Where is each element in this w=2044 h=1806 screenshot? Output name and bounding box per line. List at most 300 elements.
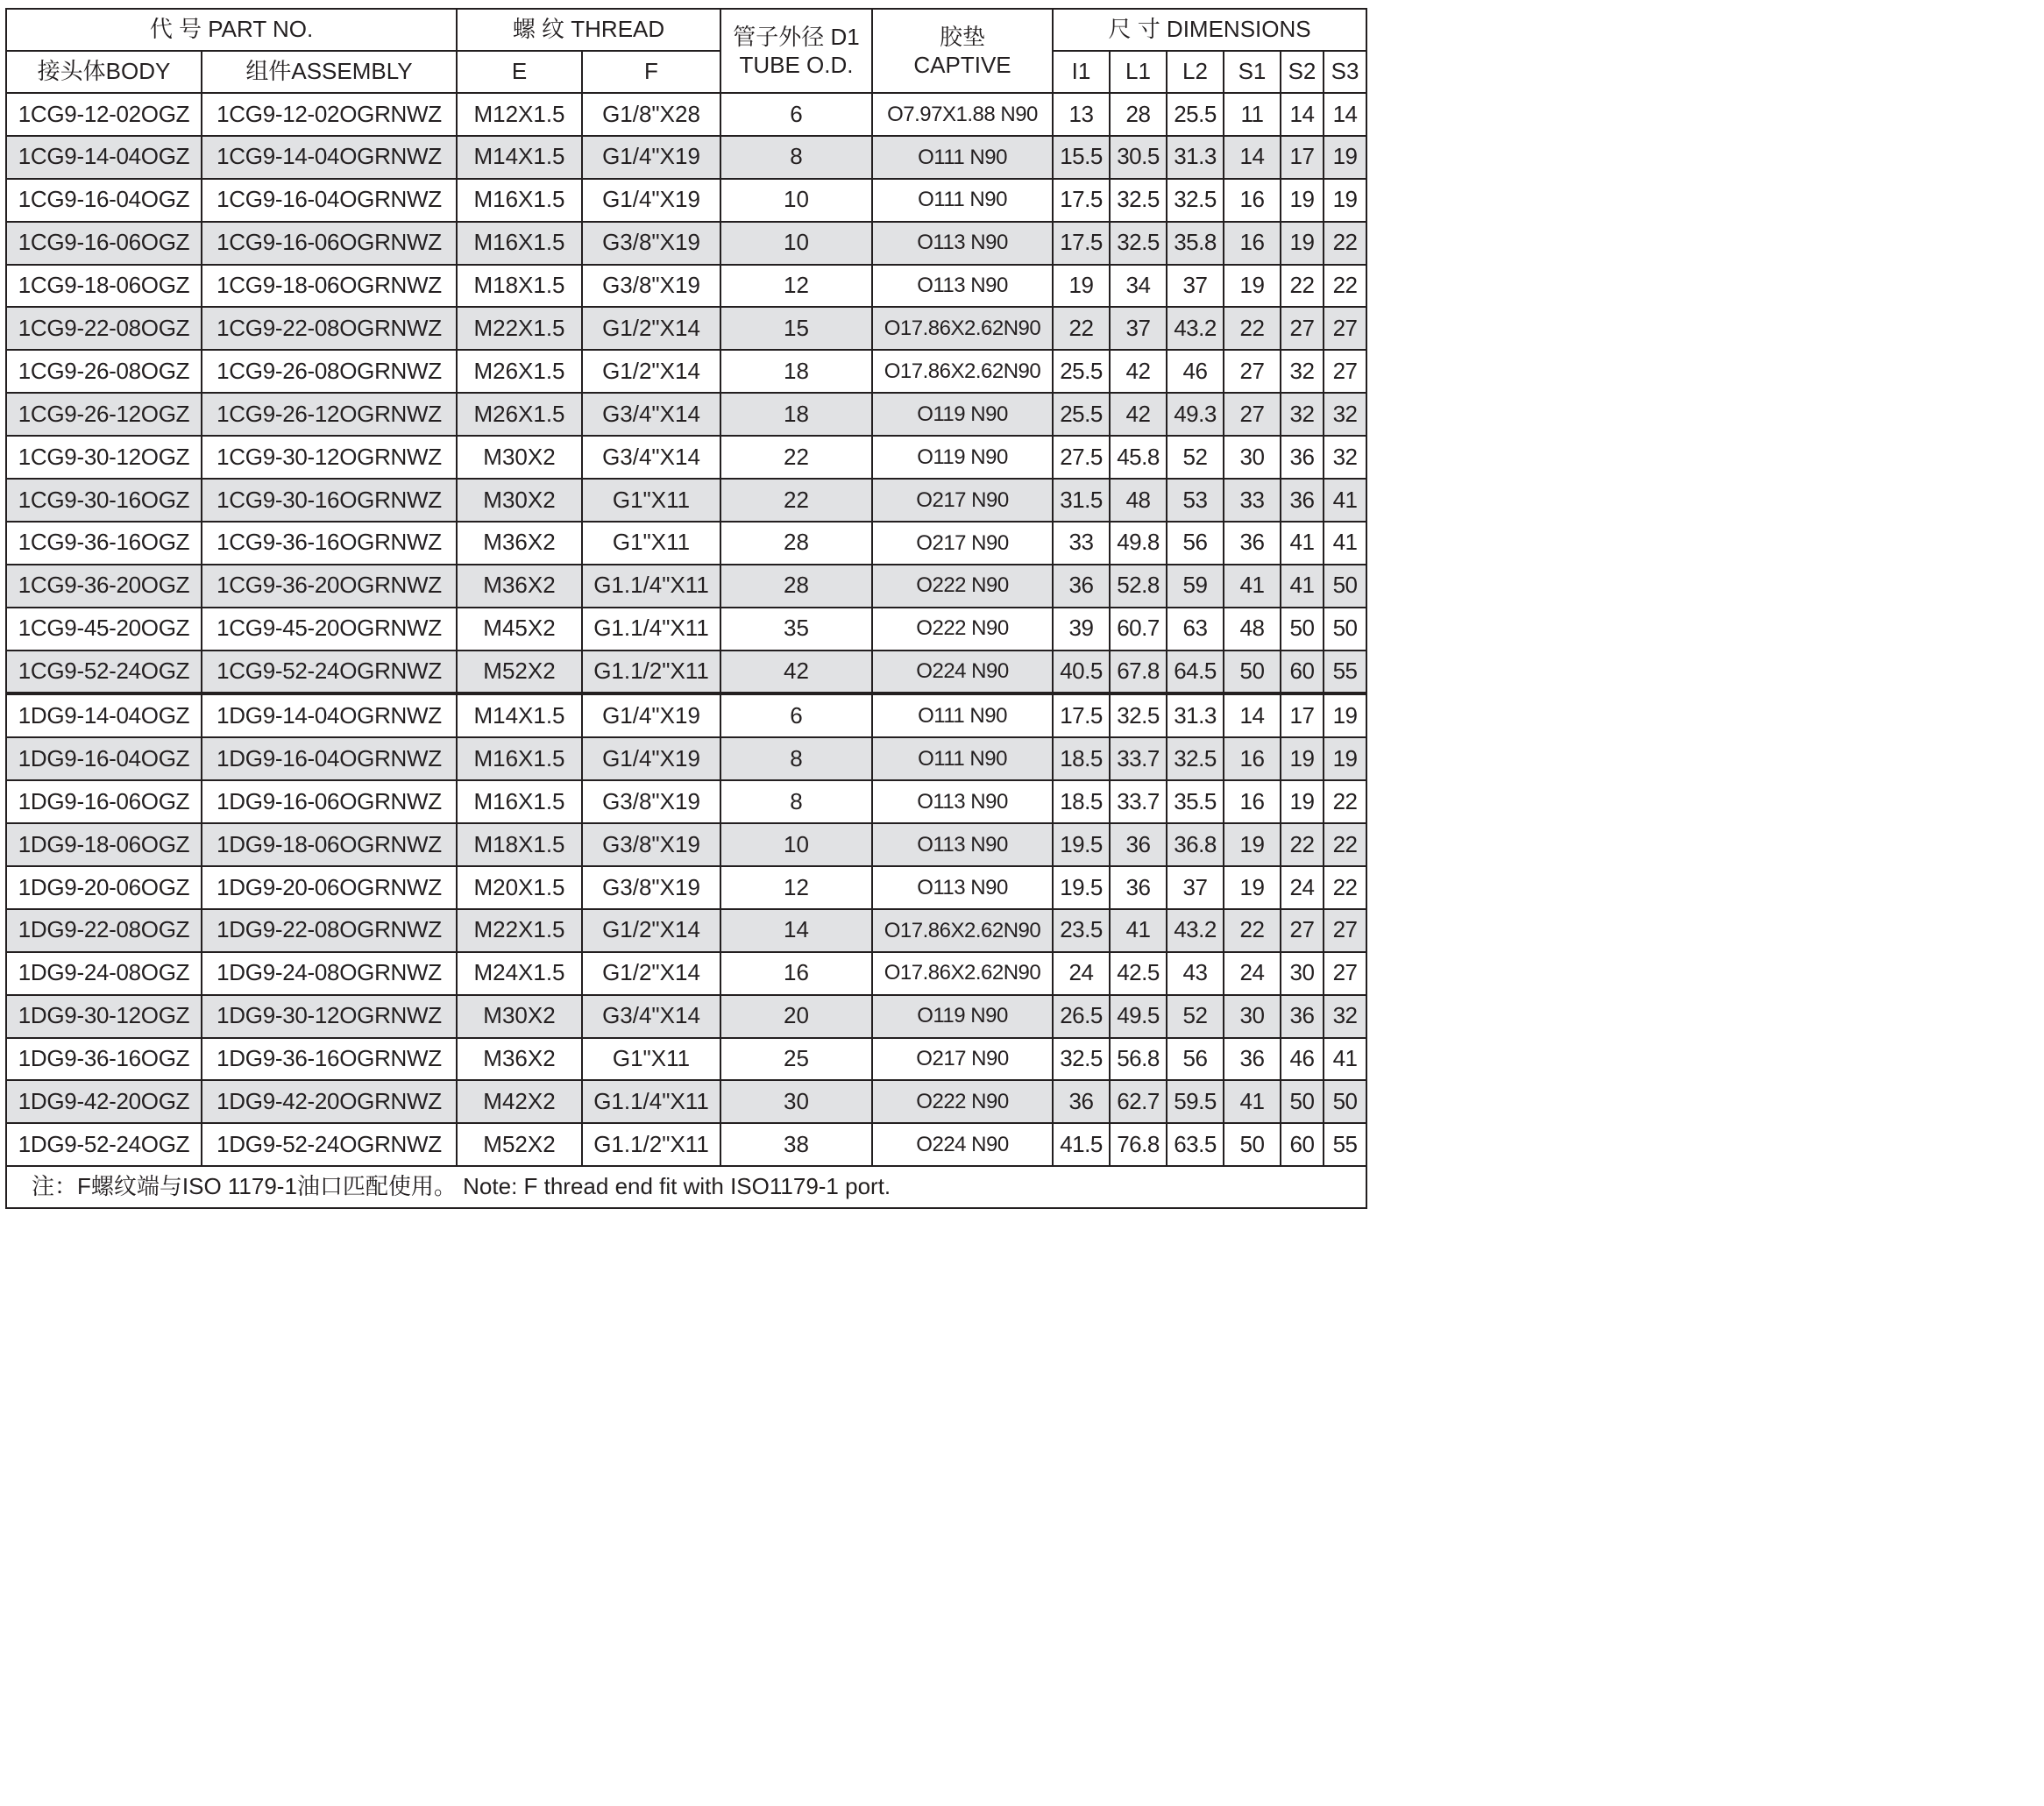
cell-i1: 40.5: [1053, 651, 1110, 694]
cell-i1: 36: [1053, 565, 1110, 608]
table-row: [6, 780, 1366, 823]
cell-l1: 62.7: [1110, 1080, 1167, 1123]
cell-captive: O217 N90: [872, 522, 1053, 565]
cell-thread-e: M30X2: [457, 479, 582, 522]
cell-s3: 27: [1324, 952, 1366, 995]
cell-i1: 17.5: [1053, 222, 1110, 265]
cell-s3: 50: [1324, 608, 1366, 651]
cell-s1: 16: [1224, 179, 1281, 222]
cell-l1: 45.8: [1110, 436, 1167, 479]
cell-s1: 27: [1224, 350, 1281, 393]
cell-s2: 30: [1281, 952, 1324, 995]
cell-assembly: 1DG9-16-04OGRNWZ: [202, 737, 457, 780]
cell-captive: O217 N90: [872, 479, 1053, 522]
table-row: [6, 93, 1366, 136]
cell-body: 1CG9-12-02OGZ: [6, 93, 202, 136]
header-l2: L2: [1167, 51, 1224, 93]
cell-l1: 41: [1110, 909, 1167, 952]
footnote: 注：F螺纹端与ISO 1179-1油口匹配使用。 Note: F thread end fit with ISO1179-1 port.: [6, 1166, 1366, 1208]
cell-tube-od: 6: [720, 93, 872, 136]
header-thread: 螺 纹 THREAD: [457, 9, 720, 51]
cell-body: 1DG9-16-04OGZ: [6, 737, 202, 780]
cell-body: 1CG9-26-12OGZ: [6, 393, 202, 436]
cell-s1: 22: [1224, 909, 1281, 952]
cell-tube-od: 12: [720, 265, 872, 308]
cell-body: 1CG9-30-16OGZ: [6, 479, 202, 522]
cell-thread-f: G1"X11: [582, 1038, 720, 1081]
cell-body: 1DG9-22-08OGZ: [6, 909, 202, 952]
cell-tube-od: 12: [720, 866, 872, 909]
cell-captive: O111 N90: [872, 179, 1053, 222]
cell-s3: 22: [1324, 222, 1366, 265]
cell-thread-e: M16X1.5: [457, 179, 582, 222]
cell-assembly: 1DG9-18-06OGRNWZ: [202, 823, 457, 866]
cell-captive: O17.86X2.62N90: [872, 350, 1053, 393]
cell-l1: 76.8: [1110, 1123, 1167, 1166]
cell-captive: O17.86X2.62N90: [872, 307, 1053, 350]
cell-body: 1DG9-16-06OGZ: [6, 780, 202, 823]
table-row: [6, 952, 1366, 995]
cell-l2: 53: [1167, 479, 1224, 522]
cell-thread-f: G1"X11: [582, 479, 720, 522]
cell-s3: 55: [1324, 1123, 1366, 1166]
cell-body: 1CG9-22-08OGZ: [6, 307, 202, 350]
cell-body: 1CG9-36-20OGZ: [6, 565, 202, 608]
cell-s1: 50: [1224, 1123, 1281, 1166]
table-row: [6, 136, 1366, 179]
cell-tube-od: 15: [720, 307, 872, 350]
cell-thread-f: G3/8"X19: [582, 265, 720, 308]
cell-s1: 19: [1224, 866, 1281, 909]
cell-l2: 35.5: [1167, 780, 1224, 823]
cell-tube-od: 10: [720, 823, 872, 866]
cell-tube-od: 28: [720, 565, 872, 608]
cell-l1: 42: [1110, 393, 1167, 436]
cell-l2: 63.5: [1167, 1123, 1224, 1166]
cell-i1: 24: [1053, 952, 1110, 995]
table-row: [6, 307, 1366, 350]
cell-l2: 56: [1167, 522, 1224, 565]
cell-s3: 55: [1324, 651, 1366, 694]
cell-l1: 33.7: [1110, 780, 1167, 823]
cell-l1: 42.5: [1110, 952, 1167, 995]
cell-s3: 14: [1324, 93, 1366, 136]
cell-assembly: 1CG9-22-08OGRNWZ: [202, 307, 457, 350]
cell-thread-e: M16X1.5: [457, 222, 582, 265]
cell-body: 1DG9-24-08OGZ: [6, 952, 202, 995]
cell-tube-od: 10: [720, 222, 872, 265]
table-row: [6, 222, 1366, 265]
cell-s1: 11: [1224, 93, 1281, 136]
cell-thread-f: G1.1/4"X11: [582, 608, 720, 651]
cell-tube-od: 38: [720, 1123, 872, 1166]
cell-s2: 19: [1281, 179, 1324, 222]
cell-thread-f: G1/4"X19: [582, 737, 720, 780]
cell-thread-e: M30X2: [457, 995, 582, 1038]
cell-l2: 59.5: [1167, 1080, 1224, 1123]
cell-s3: 19: [1324, 737, 1366, 780]
cell-captive: O7.97X1.88 N90: [872, 93, 1053, 136]
cell-i1: 19: [1053, 265, 1110, 308]
cell-thread-e: M36X2: [457, 565, 582, 608]
cell-s3: 32: [1324, 436, 1366, 479]
header-captive: [872, 9, 1053, 93]
cell-thread-f: G3/4"X14: [582, 995, 720, 1038]
cell-thread-f: G1/2"X14: [582, 350, 720, 393]
cell-tube-od: 28: [720, 522, 872, 565]
cell-s1: 50: [1224, 651, 1281, 694]
cell-s1: 16: [1224, 222, 1281, 265]
cell-l2: 43.2: [1167, 307, 1224, 350]
cell-tube-od: 6: [720, 693, 872, 737]
cell-l2: 46: [1167, 350, 1224, 393]
cell-i1: 17.5: [1053, 179, 1110, 222]
cell-body: 1DG9-52-24OGZ: [6, 1123, 202, 1166]
table-row: [6, 565, 1366, 608]
cell-thread-e: M26X1.5: [457, 350, 582, 393]
cell-thread-e: M22X1.5: [457, 307, 582, 350]
table-body: [6, 93, 1366, 1166]
table-row: [6, 866, 1366, 909]
cell-thread-f: G1.1/4"X11: [582, 1080, 720, 1123]
cell-s3: 19: [1324, 136, 1366, 179]
cell-assembly: 1DG9-36-16OGRNWZ: [202, 1038, 457, 1081]
cell-s2: 41: [1281, 565, 1324, 608]
cell-i1: 27.5: [1053, 436, 1110, 479]
cell-thread-e: M16X1.5: [457, 780, 582, 823]
cell-s1: 16: [1224, 737, 1281, 780]
cell-assembly: 1DG9-42-20OGRNWZ: [202, 1080, 457, 1123]
header-captive-label: 胶垫 CAPTIVE: [913, 23, 1011, 78]
table-row: [6, 1038, 1366, 1081]
cell-s3: 41: [1324, 522, 1366, 565]
cell-tube-od: 8: [720, 136, 872, 179]
cell-assembly: 1CG9-16-04OGRNWZ: [202, 179, 457, 222]
cell-s3: 22: [1324, 265, 1366, 308]
cell-assembly: 1DG9-16-06OGRNWZ: [202, 780, 457, 823]
table-row: [6, 608, 1366, 651]
cell-captive: O111 N90: [872, 136, 1053, 179]
cell-i1: 32.5: [1053, 1038, 1110, 1081]
cell-thread-f: G1.1/4"X11: [582, 565, 720, 608]
cell-i1: 25.5: [1053, 393, 1110, 436]
table-row: [6, 179, 1366, 222]
cell-l1: 67.8: [1110, 651, 1167, 694]
cell-tube-od: 22: [720, 479, 872, 522]
table-row: [6, 995, 1366, 1038]
cell-body: 1DG9-14-04OGZ: [6, 693, 202, 737]
cell-assembly: 1CG9-12-02OGRNWZ: [202, 93, 457, 136]
cell-body: 1CG9-52-24OGZ: [6, 651, 202, 694]
cell-s2: 32: [1281, 393, 1324, 436]
cell-s3: 22: [1324, 780, 1366, 823]
cell-thread-e: M18X1.5: [457, 823, 582, 866]
cell-s3: 27: [1324, 350, 1366, 393]
cell-s1: 30: [1224, 436, 1281, 479]
cell-thread-e: M36X2: [457, 1038, 582, 1081]
cell-i1: 22: [1053, 307, 1110, 350]
cell-l1: 32.5: [1110, 222, 1167, 265]
cell-tube-od: 42: [720, 651, 872, 694]
cell-tube-od: 8: [720, 780, 872, 823]
cell-s1: 41: [1224, 1080, 1281, 1123]
cell-i1: 25.5: [1053, 350, 1110, 393]
cell-body: 1CG9-16-06OGZ: [6, 222, 202, 265]
cell-s2: 19: [1281, 222, 1324, 265]
cell-s3: 50: [1324, 1080, 1366, 1123]
cell-assembly: 1CG9-18-06OGRNWZ: [202, 265, 457, 308]
cell-l2: 43: [1167, 952, 1224, 995]
table-row: [6, 737, 1366, 780]
cell-l1: 36: [1110, 823, 1167, 866]
table-row: [6, 651, 1366, 694]
cell-l1: 36: [1110, 866, 1167, 909]
cell-s2: 27: [1281, 307, 1324, 350]
cell-body: 1CG9-26-08OGZ: [6, 350, 202, 393]
cell-tube-od: 20: [720, 995, 872, 1038]
cell-captive: O17.86X2.62N90: [872, 952, 1053, 995]
cell-l2: 59: [1167, 565, 1224, 608]
table-row: [6, 1123, 1366, 1166]
cell-assembly: 1CG9-30-12OGRNWZ: [202, 436, 457, 479]
cell-thread-f: G1/8"X28: [582, 93, 720, 136]
header-f: F: [582, 51, 720, 93]
cell-thread-f: G1/2"X14: [582, 952, 720, 995]
cell-thread-f: G1/4"X19: [582, 693, 720, 737]
cell-captive: O113 N90: [872, 823, 1053, 866]
cell-s3: 41: [1324, 479, 1366, 522]
cell-assembly: 1CG9-45-20OGRNWZ: [202, 608, 457, 651]
cell-tube-od: 22: [720, 436, 872, 479]
cell-s2: 50: [1281, 1080, 1324, 1123]
cell-l2: 52: [1167, 995, 1224, 1038]
cell-s3: 19: [1324, 179, 1366, 222]
cell-i1: 36: [1053, 1080, 1110, 1123]
cell-tube-od: 30: [720, 1080, 872, 1123]
cell-tube-od: 18: [720, 350, 872, 393]
cell-s1: 30: [1224, 995, 1281, 1038]
cell-captive: O224 N90: [872, 1123, 1053, 1166]
cell-assembly: 1CG9-36-20OGRNWZ: [202, 565, 457, 608]
cell-s3: 32: [1324, 995, 1366, 1038]
cell-l2: 31.3: [1167, 693, 1224, 737]
cell-tube-od: 18: [720, 393, 872, 436]
cell-thread-e: M18X1.5: [457, 265, 582, 308]
cell-assembly: 1CG9-26-12OGRNWZ: [202, 393, 457, 436]
cell-s1: 41: [1224, 565, 1281, 608]
cell-s2: 19: [1281, 780, 1324, 823]
cell-s2: 14: [1281, 93, 1324, 136]
header-assembly: 组件ASSEMBLY: [202, 51, 457, 93]
cell-captive: O222 N90: [872, 608, 1053, 651]
cell-thread-e: M12X1.5: [457, 93, 582, 136]
cell-i1: 18.5: [1053, 780, 1110, 823]
cell-thread-f: G3/8"X19: [582, 823, 720, 866]
header-tube-od: [720, 9, 872, 93]
table-footer: [6, 1166, 1366, 1208]
header-dimensions: 尺 寸 DIMENSIONS: [1053, 9, 1366, 51]
header-s3: S3: [1324, 51, 1366, 93]
header-tube-od-label: 管子外径 D1 TUBE O.D.: [733, 23, 860, 78]
cell-captive: O119 N90: [872, 393, 1053, 436]
cell-s1: 48: [1224, 608, 1281, 651]
cell-thread-e: M26X1.5: [457, 393, 582, 436]
cell-i1: 41.5: [1053, 1123, 1110, 1166]
cell-thread-f: G3/4"X14: [582, 436, 720, 479]
cell-s3: 19: [1324, 693, 1366, 737]
table-row: [6, 693, 1366, 737]
cell-body: 1DG9-42-20OGZ: [6, 1080, 202, 1123]
cell-s1: 16: [1224, 780, 1281, 823]
cell-l1: 32.5: [1110, 179, 1167, 222]
cell-assembly: 1CG9-26-08OGRNWZ: [202, 350, 457, 393]
cell-l1: 49.8: [1110, 522, 1167, 565]
cell-assembly: 1DG9-14-04OGRNWZ: [202, 693, 457, 737]
cell-tube-od: 14: [720, 909, 872, 952]
cell-l2: 56: [1167, 1038, 1224, 1081]
cell-s1: 19: [1224, 265, 1281, 308]
cell-l1: 34: [1110, 265, 1167, 308]
cell-i1: 19.5: [1053, 866, 1110, 909]
cell-body: 1DG9-30-12OGZ: [6, 995, 202, 1038]
cell-assembly: 1DG9-24-08OGRNWZ: [202, 952, 457, 995]
table-row: [6, 265, 1366, 308]
cell-s3: 50: [1324, 565, 1366, 608]
cell-l2: 31.3: [1167, 136, 1224, 179]
cell-body: 1DG9-18-06OGZ: [6, 823, 202, 866]
cell-thread-f: G1/2"X14: [582, 307, 720, 350]
cell-l1: 60.7: [1110, 608, 1167, 651]
cell-captive: O222 N90: [872, 1080, 1053, 1123]
cell-thread-e: M52X2: [457, 651, 582, 694]
cell-l2: 43.2: [1167, 909, 1224, 952]
cell-assembly: 1DG9-52-24OGRNWZ: [202, 1123, 457, 1166]
cell-tube-od: 35: [720, 608, 872, 651]
table-row: [6, 350, 1366, 393]
cell-s3: 27: [1324, 909, 1366, 952]
cell-l1: 30.5: [1110, 136, 1167, 179]
cell-captive: O217 N90: [872, 1038, 1053, 1081]
header-s1: S1: [1224, 51, 1281, 93]
cell-assembly: 1DG9-22-08OGRNWZ: [202, 909, 457, 952]
cell-l2: 32.5: [1167, 737, 1224, 780]
cell-assembly: 1CG9-52-24OGRNWZ: [202, 651, 457, 694]
cell-l2: 35.8: [1167, 222, 1224, 265]
header-part-no: 代 号 PART NO.: [6, 9, 457, 51]
table-row: [6, 479, 1366, 522]
cell-body: 1CG9-45-20OGZ: [6, 608, 202, 651]
cell-l1: 49.5: [1110, 995, 1167, 1038]
cell-s2: 36: [1281, 479, 1324, 522]
cell-thread-f: G1/2"X14: [582, 909, 720, 952]
cell-thread-e: M20X1.5: [457, 866, 582, 909]
header-s2: S2: [1281, 51, 1324, 93]
cell-l1: 33.7: [1110, 737, 1167, 780]
cell-i1: 26.5: [1053, 995, 1110, 1038]
cell-l2: 37: [1167, 866, 1224, 909]
cell-s2: 46: [1281, 1038, 1324, 1081]
cell-l2: 36.8: [1167, 823, 1224, 866]
cell-thread-e: M22X1.5: [457, 909, 582, 952]
cell-thread-f: G1/4"X19: [582, 136, 720, 179]
cell-l1: 28: [1110, 93, 1167, 136]
cell-l1: 56.8: [1110, 1038, 1167, 1081]
cell-i1: 23.5: [1053, 909, 1110, 952]
header-body: 接头体BODY: [6, 51, 202, 93]
cell-thread-f: G1/4"X19: [582, 179, 720, 222]
cell-body: 1CG9-18-06OGZ: [6, 265, 202, 308]
fitting-spec-table: [5, 8, 1367, 1209]
cell-body: 1DG9-20-06OGZ: [6, 866, 202, 909]
cell-captive: O113 N90: [872, 222, 1053, 265]
cell-tube-od: 25: [720, 1038, 872, 1081]
cell-thread-f: G3/8"X19: [582, 222, 720, 265]
cell-thread-e: M14X1.5: [457, 693, 582, 737]
cell-i1: 19.5: [1053, 823, 1110, 866]
cell-l1: 52.8: [1110, 565, 1167, 608]
cell-l2: 63: [1167, 608, 1224, 651]
cell-s2: 17: [1281, 693, 1324, 737]
table-row: [6, 1080, 1366, 1123]
table-row: [6, 436, 1366, 479]
cell-l1: 37: [1110, 307, 1167, 350]
cell-assembly: 1DG9-30-12OGRNWZ: [202, 995, 457, 1038]
cell-s1: 33: [1224, 479, 1281, 522]
table-row: [6, 522, 1366, 565]
cell-thread-e: M45X2: [457, 608, 582, 651]
cell-s2: 17: [1281, 136, 1324, 179]
cell-captive: O119 N90: [872, 995, 1053, 1038]
cell-s1: 14: [1224, 693, 1281, 737]
cell-s2: 41: [1281, 522, 1324, 565]
cell-thread-f: G1"X11: [582, 522, 720, 565]
cell-s2: 19: [1281, 737, 1324, 780]
cell-s1: 27: [1224, 393, 1281, 436]
cell-s1: 36: [1224, 1038, 1281, 1081]
table-row: [6, 393, 1366, 436]
cell-captive: O222 N90: [872, 565, 1053, 608]
cell-i1: 13: [1053, 93, 1110, 136]
cell-l1: 32.5: [1110, 693, 1167, 737]
cell-assembly: 1CG9-30-16OGRNWZ: [202, 479, 457, 522]
cell-i1: 33: [1053, 522, 1110, 565]
cell-l2: 49.3: [1167, 393, 1224, 436]
cell-thread-f: G1.1/2"X11: [582, 1123, 720, 1166]
cell-s2: 60: [1281, 1123, 1324, 1166]
cell-captive: O111 N90: [872, 737, 1053, 780]
table-header: [6, 9, 1366, 93]
cell-s2: 22: [1281, 823, 1324, 866]
cell-thread-f: G3/8"X19: [582, 866, 720, 909]
cell-body: 1DG9-36-16OGZ: [6, 1038, 202, 1081]
cell-captive: O113 N90: [872, 866, 1053, 909]
cell-thread-e: M36X2: [457, 522, 582, 565]
table-row: [6, 823, 1366, 866]
cell-s2: 36: [1281, 995, 1324, 1038]
cell-s2: 50: [1281, 608, 1324, 651]
cell-s1: 14: [1224, 136, 1281, 179]
cell-s3: 22: [1324, 866, 1366, 909]
cell-thread-e: M14X1.5: [457, 136, 582, 179]
cell-thread-e: M52X2: [457, 1123, 582, 1166]
cell-tube-od: 16: [720, 952, 872, 995]
cell-captive: O119 N90: [872, 436, 1053, 479]
cell-thread-e: M42X2: [457, 1080, 582, 1123]
cell-captive: O17.86X2.62N90: [872, 909, 1053, 952]
cell-body: 1CG9-16-04OGZ: [6, 179, 202, 222]
cell-thread-e: M24X1.5: [457, 952, 582, 995]
cell-captive: O113 N90: [872, 780, 1053, 823]
